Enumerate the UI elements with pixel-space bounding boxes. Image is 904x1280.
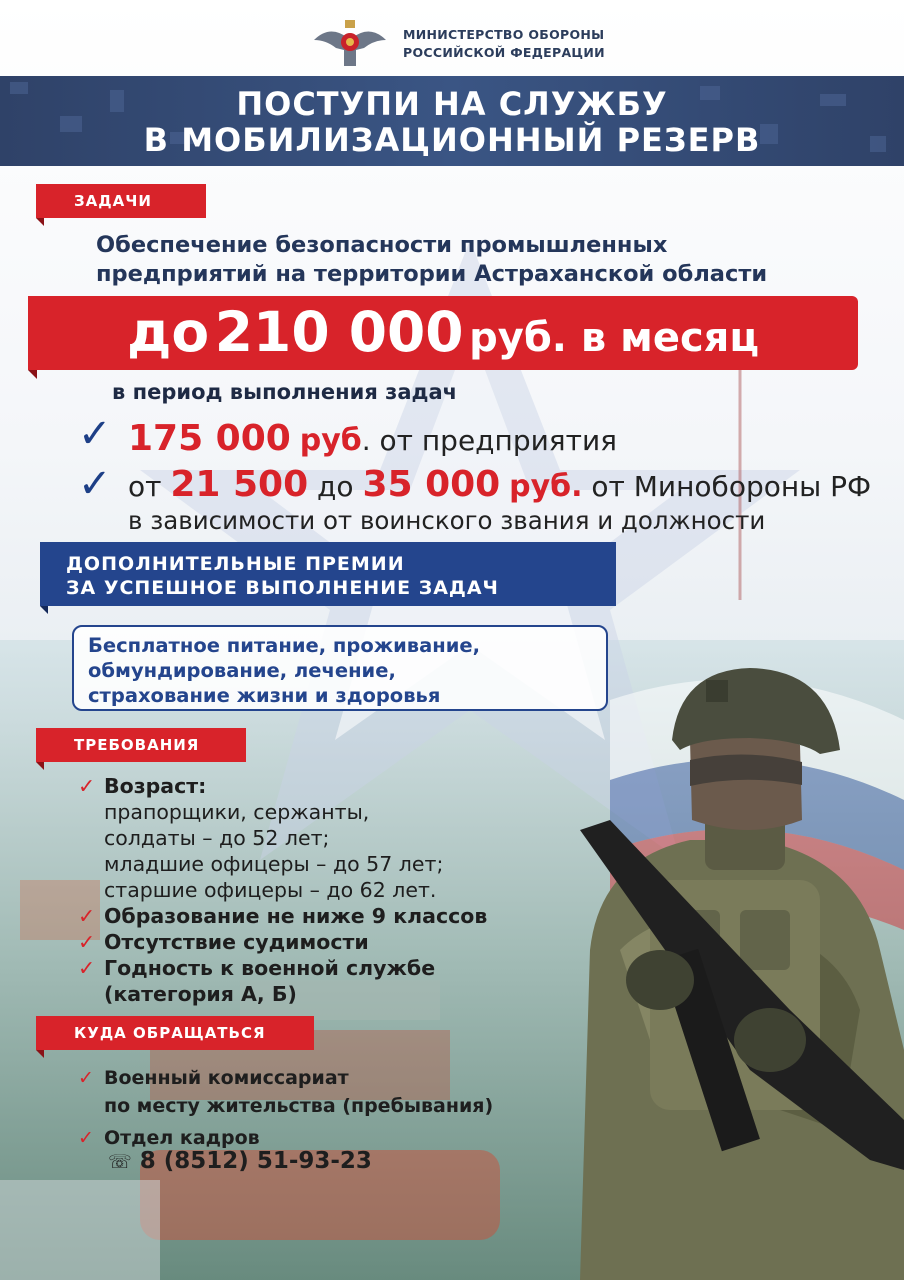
checkmark-icon: ✓	[78, 1067, 94, 1089]
checkmark-icon: ✓	[78, 774, 96, 798]
age-line-2: солдаты – до 52 лет;	[104, 826, 330, 850]
checkmark-icon: ✓	[78, 1127, 94, 1149]
fitness-category-text: (категория А, Б)	[104, 982, 297, 1006]
salary-suffix: руб. в месяц	[469, 315, 759, 361]
payment-ministry-max: 35 000	[362, 464, 501, 505]
education-text: Образование не ниже 9 классов	[104, 904, 488, 928]
tasks-tag-label: ЗАДАЧИ	[74, 192, 152, 210]
payment-ministry-to: до	[317, 470, 354, 503]
fitness-text: Годность к военной службе	[104, 956, 436, 980]
title-banner	[0, 76, 904, 166]
payment-enterprise	[128, 418, 617, 459]
title-line-1: ПОСТУПИ НА СЛУЖБУ	[236, 85, 668, 123]
salary-headline	[28, 298, 858, 380]
requirement-education	[78, 903, 487, 929]
contacts-tag-label: КУДА ОБРАЩАТЬСЯ	[74, 1024, 266, 1042]
salary-banner	[28, 296, 858, 370]
salary-amount: 210 000	[214, 300, 464, 364]
tasks-line-2: предприятий на территории Астраханской области	[96, 261, 768, 287]
office-line-2: по месту жительства (пребывания)	[104, 1095, 494, 1117]
ministry-name	[403, 26, 605, 62]
salary-prefix: до	[126, 300, 210, 364]
tasks-tag	[36, 184, 206, 218]
office-line-2-wrap	[78, 1092, 493, 1120]
tasks-description	[96, 231, 767, 289]
checkmark-icon: ✓	[78, 904, 96, 928]
age-line-4: старшие офицеры – до 62 лет.	[104, 878, 437, 902]
payment-ministry-min: 21 500	[170, 464, 309, 505]
ministry-line-1: МИНИСТЕРСТВО ОБОРОНЫ	[403, 27, 605, 42]
soldier-illustration	[540, 650, 904, 1280]
payment-enterprise-currency: руб	[299, 423, 362, 458]
checkmark-icon: ✓	[78, 411, 112, 457]
contacts-list	[78, 1064, 493, 1152]
requirements-tag	[36, 728, 246, 762]
age-line-3: младшие офицеры – до 57 лет;	[104, 852, 444, 876]
phone-text[interactable]: 8 (8512) 51-93-23	[139, 1148, 372, 1174]
benefits-box	[72, 625, 608, 711]
record-text: Отсутствие судимости	[104, 930, 369, 954]
bonus-text	[66, 552, 499, 600]
contacts-tag	[36, 1016, 314, 1050]
payment-enterprise-amount: 175 000	[128, 418, 291, 459]
checkmark-icon: ✓	[78, 930, 96, 954]
requirement-record	[78, 929, 487, 955]
title-line-2: В МОБИЛИЗАЦИОННЫЙ РЕЗЕРВ	[143, 121, 761, 159]
eagle-emblem-icon	[312, 14, 388, 70]
phone-icon: ☏	[108, 1151, 132, 1173]
payment-ministry-from: от	[128, 470, 162, 503]
age-title: Возраст:	[104, 774, 207, 798]
benefits-line-2: обмундирование, лечение,	[88, 659, 396, 682]
salary-period: в период выполнения задач	[112, 380, 458, 404]
bonus-banner	[40, 542, 616, 606]
payment-note: в зависимости от воинского звания и должности	[128, 506, 766, 535]
payment-ministry-text: от Минобороны РФ	[591, 470, 872, 503]
benefits-line-1: Бесплатное питание, проживание,	[88, 634, 481, 657]
requirement-fitness	[78, 955, 487, 981]
office-line-1: Военный комиссариат	[104, 1067, 349, 1089]
requirements-list	[78, 773, 487, 1007]
payment-ministry-currency: руб.	[509, 469, 583, 504]
fitness-category	[78, 981, 487, 1007]
bonus-line-2: ЗА УСПЕШНОЕ ВЫПОЛНЕНИЕ ЗАДАЧ	[66, 577, 499, 599]
page-title	[0, 86, 904, 158]
bonus-line-1: ДОПОЛНИТЕЛЬНЫЕ ПРЕМИИ	[66, 553, 405, 575]
age-line-1: прапорщики, сержанты,	[104, 800, 370, 824]
tasks-line-1: Обеспечение безопасности промышленных	[96, 232, 668, 258]
hr-label: Отдел кадров	[104, 1127, 260, 1149]
payment-enterprise-text: . от предприятия	[361, 424, 617, 457]
benefits-text	[88, 633, 480, 708]
contact-office	[78, 1064, 493, 1092]
requirements-tag-label: ТРЕБОВАНИЯ	[74, 736, 200, 754]
phone-number[interactable]	[108, 1148, 372, 1174]
payment-ministry	[128, 464, 871, 505]
benefits-line-3: страхование жизни и здоровья	[88, 684, 441, 707]
ministry-line-2: РОССИЙСКОЙ ФЕДЕРАЦИИ	[403, 45, 605, 60]
requirement-age	[78, 773, 487, 799]
checkmark-icon: ✓	[78, 461, 112, 507]
checkmark-icon: ✓	[78, 956, 96, 980]
